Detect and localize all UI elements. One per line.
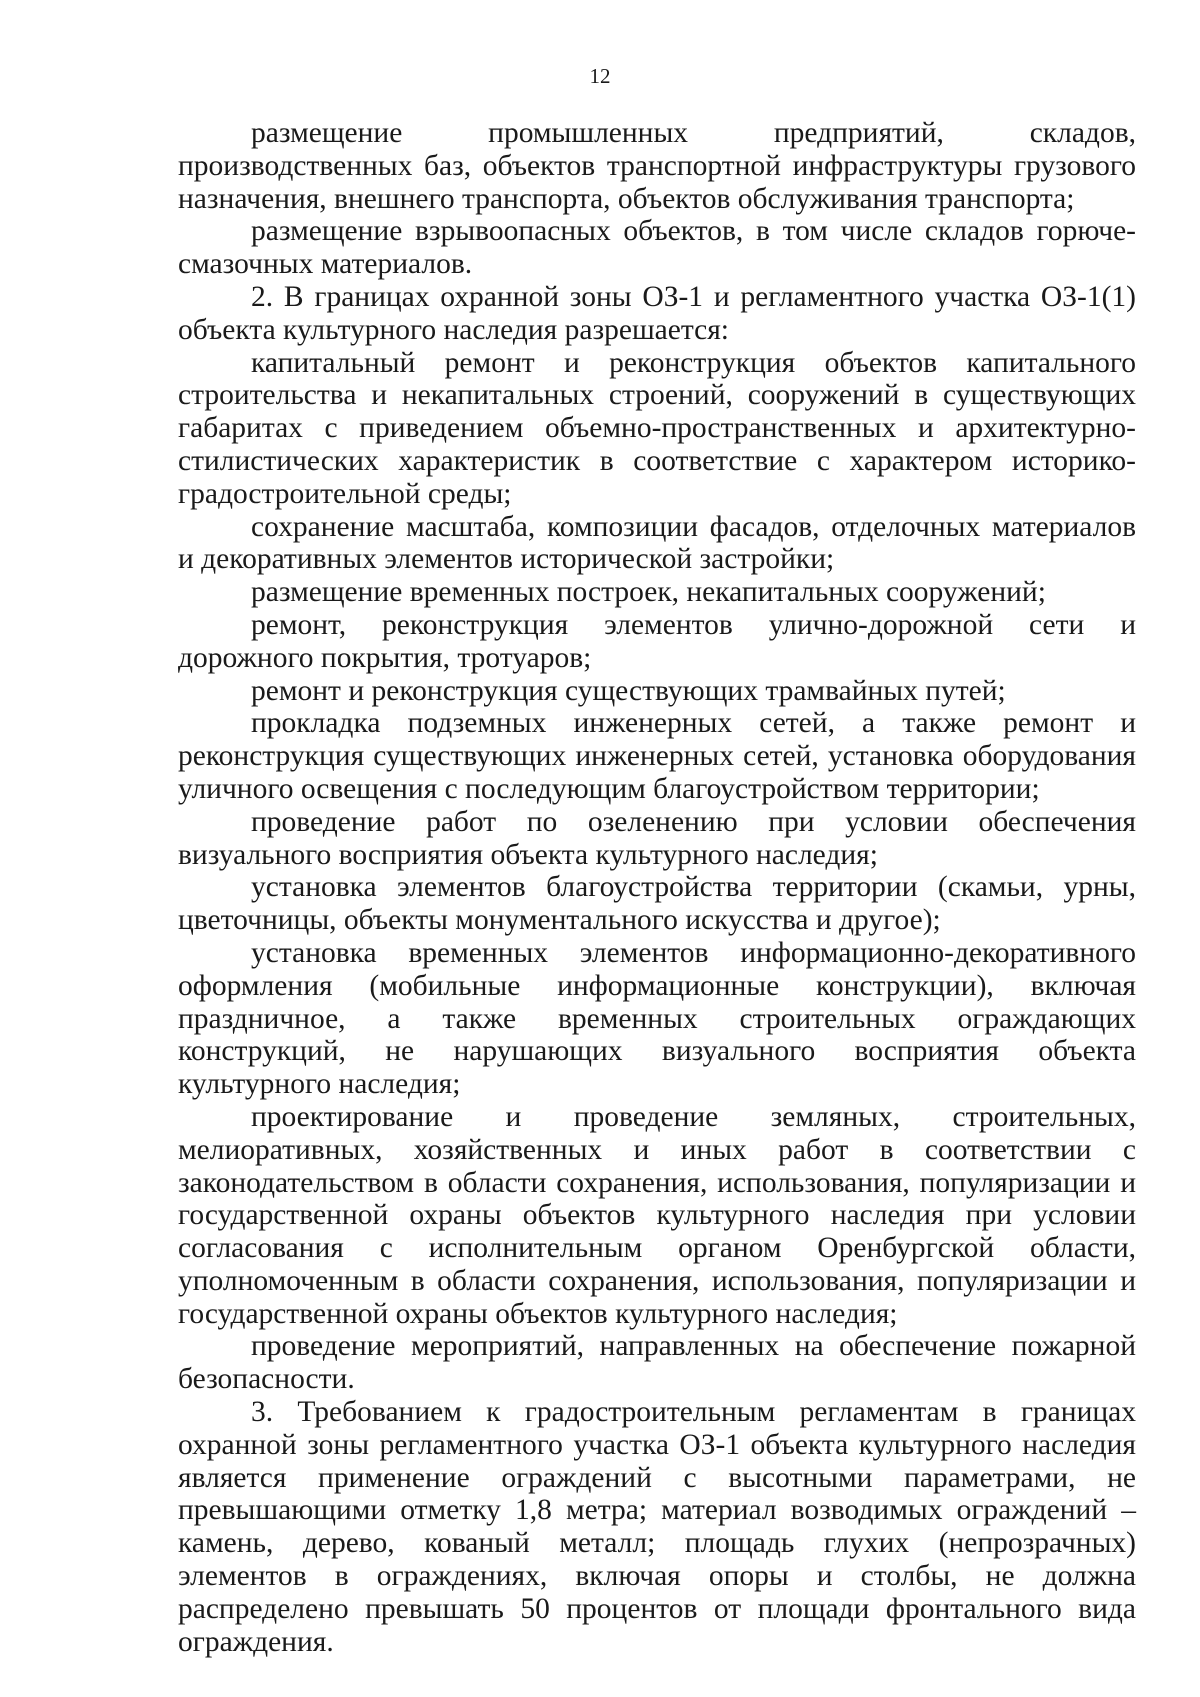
paragraph-15: 3. Требованием к градостроительным регламентам в границах охранной зоны регламентного участка ОЗ-1 объекта культурного наследия является применение ограждений с высотными параметрами, не превышающими отметку 1,8 метра; материал возводимых ограждений – камень, дерево, кованый металл; площадь глухих (непрозрачных) элементов в ограждениях, включая опоры и столбы, не должна распределено превышать 50 процентов от площади фронтального вида ограждения. xyxy=(178,1396,1136,1658)
paragraph-13: проектирование и проведение земляных, строительных, мелиоративных, хозяйственных и иных работ в соответствии с законодательством в области сохранения, использования, популяризации и государственной охраны объектов культурного наследия при условии согласования с исполнительным органом Оренбургской области, уполномоченным в области сохранения, использования, популяризации и государственной охраны объектов культурного наследия; xyxy=(178,1100,1136,1330)
paragraph-10: проведение работ по озеленению при условии обеспечения визуального восприятия объекта культурного наследия; xyxy=(178,805,1136,871)
paragraph-12: установка временных элементов информационно-декоративного оформления (мобильные информационные конструкции), включая праздничное, а также временных строительных ограждающих конструкций, не нарушающих визуального восприятия объекта культурного наследия; xyxy=(178,936,1136,1101)
paragraph-1: размещение промышленных предприятий, складов, производственных баз, объектов транспортной инфраструктуры грузового назначения, внешнего транспорта, объектов обслуживания транспорта; xyxy=(178,117,1136,215)
paragraph-5: сохранение масштаба, композиции фасадов, отделочных материалов и декоративных элементов исторической застройки; xyxy=(178,510,1136,576)
paragraph-11: установка элементов благоустройства территории (скамьи, урны, цветочницы, объекты монументального искусства и другое); xyxy=(178,871,1136,937)
paragraph-8: ремонт и реконструкция существующих трамвайных путей; xyxy=(251,674,1006,707)
paragraph-9: прокладка подземных инженерных сетей, а также ремонт и реконструкция существующих инженерных сетей, установка оборудования уличного освещения с последующим благоустройством территории; xyxy=(178,707,1136,805)
paragraph-7: ремонт, реконструкция элементов улично-дорожной сети и дорожного покрытия, тротуаров; xyxy=(178,608,1136,674)
paragraph-4: капитальный ремонт и реконструкция объектов капитального строительства и некапитальных строений, сооружений в существующих габаритах с приведением объемно-пространственных и архитектурно-стилистических характеристик в соответствие с характером историко-градостроительной среды; xyxy=(178,346,1136,510)
paragraph-6: размещение временных построек, некапитальных сооружений; xyxy=(251,576,1046,609)
document-body xyxy=(178,117,1136,1658)
paragraph-3: 2. В границах охранной зоны ОЗ-1 и регламентного участка ОЗ-1(1) объекта культурного наследия разрешается: xyxy=(178,280,1136,346)
paragraph-2: размещение взрывоопасных объектов, в том числе складов горюче-смазочных материалов. xyxy=(178,215,1136,281)
page-number: 12 xyxy=(589,64,611,88)
paragraph-14: проведение мероприятий, направленных на обеспечение пожарной безопасности. xyxy=(178,1330,1136,1396)
